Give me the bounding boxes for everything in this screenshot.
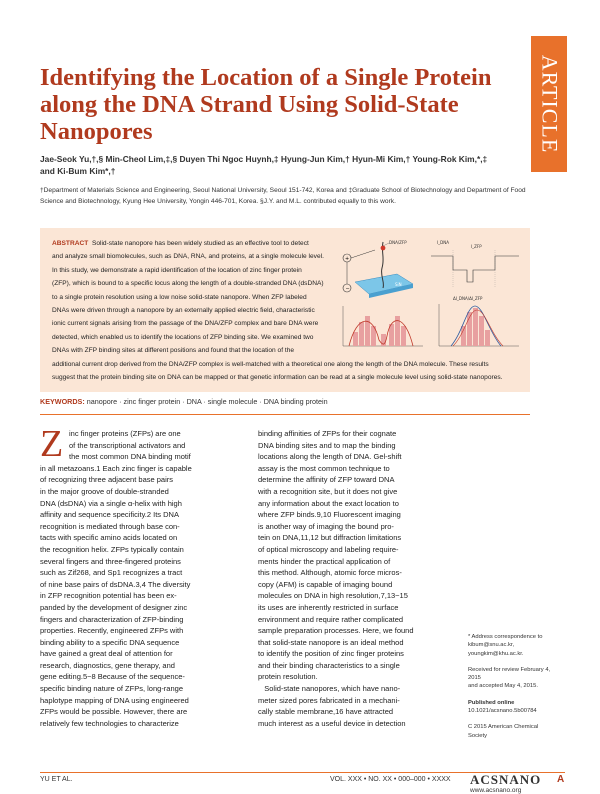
section-divider (40, 414, 530, 415)
histogram-right (439, 296, 519, 346)
body-line: copy (AFM) is capable of imaging bound (258, 579, 393, 589)
body-line: determine the affinity of ZFP toward DNA (258, 475, 395, 485)
body-line: several fingers and three-fingered proteins (40, 556, 181, 566)
published-label: Published online (468, 699, 515, 706)
body-line: assay is the most common technique to (258, 463, 390, 473)
email-link[interactable]: kibum@snu.ac.kr, (468, 642, 515, 649)
idna-label: I_DNA (437, 240, 449, 245)
body-line: meter sized pores fabricated in a mechani- (258, 695, 400, 705)
author-line-1: Jae-Seok Yu,†,§ Min-Cheol Lim,‡,§ Duyen Thi Ngoc Huynh,‡ Hyung-Jun Kim,† Hyun-Mi Kim,† Young-Rok Kim,*,‡ (40, 154, 488, 164)
copyright: C 2015 American Chemical Society (468, 724, 539, 739)
svg-text:−: − (345, 286, 350, 292)
nanopore-schematic (343, 240, 413, 298)
keywords-label: KEYWORDS: (40, 397, 85, 406)
footer-authors: YU ET AL. (40, 776, 73, 783)
body-line: of optical microscopy and labeling require- (258, 544, 399, 554)
author-line-2: and Ki-Bum Kim*,† (40, 166, 116, 176)
body-line: to identify the position of zinc finger proteins (258, 649, 404, 659)
abstract-line: DNAs with ZFP binding sites at different positions and found that the location of the (52, 347, 295, 355)
received-date: Received for review February 4, 2015 (468, 666, 551, 682)
body-line: tein on DNA,11,12 but diffraction limitations (258, 533, 402, 543)
body-line: molecules on DNA in high resolution,7,13−15 (258, 591, 408, 601)
body-line: gene editing.5−8 Because of the sequence- (40, 672, 185, 682)
body-line: specific binding nature of ZFPs, long-range (40, 684, 183, 694)
keywords-text: nanopore · zinc finger protein · DNA · single molecule · DNA binding protein (86, 397, 328, 406)
body-line: panded by the development of designer zinc (40, 602, 188, 612)
page-number: A (557, 774, 565, 785)
sin-label: SiN (395, 282, 402, 287)
dna-zfp-label: DNA/ZFP (389, 240, 407, 245)
abstract-line: (ZFP), which is bound to a specific locus along the length of a double-stranded DNA (dsDNA) (52, 280, 324, 288)
body-line: ments hinder the practical application of (258, 556, 391, 566)
doi-link[interactable]: 10.1021/acsnano.5b00784 (468, 708, 537, 715)
abstract-line: additional current drop derived from the DNA/ZFP complex is well-matched with a theoretical one along the length of the DNA molecule. These results (52, 360, 489, 368)
body-line: affinity and sequence specificity.2 Its DNA (40, 510, 179, 520)
abstract-line: suggest that the protein binding site on DNA can be mapped or that genetic information can be read at a single molecule level using solid-state nanopores. (52, 374, 503, 382)
affiliations (40, 186, 530, 207)
abstract-line: DNAs were driven through a nanopore by an externally applied electric field, characteristic (52, 307, 315, 315)
keywords (40, 397, 530, 406)
affiliation-line-2: Science and Biotechnology, Kyung Hee University, Yongin 446-701, Korea. §J.Y. and M.L. contributed equally to this work. (40, 197, 396, 205)
body-line: DNA (dsDNA) via a single α-helix with high (40, 498, 182, 508)
body-line: its uses are inherently restricted in surface (258, 602, 399, 612)
body-line: of nine base pairs of dsDNA.3,4 The diversity (40, 579, 191, 589)
body-line: where ZFP binds.9,10 Fluorescent imaging (258, 510, 401, 520)
correspondence-note: * Address correspondence to (468, 634, 543, 640)
body-line: haplotype mapping of DNA using engineered (40, 695, 189, 705)
body-line: recognition is mediated through base con- (40, 521, 180, 531)
abstract-line: to a single protein resolution using a low noise solid-state nanopore. When ZFP labeled (52, 293, 307, 301)
article-side-tab-label: ARTICLE (537, 54, 562, 154)
body-line: ZFPs would be possible. However, there are (40, 707, 188, 717)
body-line: is another way of imaging the bound pro- (258, 521, 394, 531)
body-line: relatively few technologies to characterize (40, 718, 179, 728)
izfp-label: I_ZFP (471, 244, 482, 249)
abstract-line: Solid-state nanopore has been widely studied as an effective tool to detect (91, 240, 309, 247)
body-line: protein resolution. (258, 672, 318, 682)
body-line: this method. Although, atomic force micros- (258, 568, 402, 578)
abstract-line: In this study, we demonstrate a rapid identification of the location of zinc finger protein (52, 266, 302, 274)
body-line: and their binding characteristics to a single (258, 660, 400, 670)
abstract-box (40, 228, 530, 392)
affiliation-line-1: †Department of Materials Science and Engineering, Seoul National University, Seoul 151-742, Korea and ‡Graduate School of Biotechnology and Department of Food (40, 187, 526, 194)
histogram-left (343, 306, 423, 346)
body-line: binding ability to a specific DNA sequence (40, 637, 180, 647)
body-line: of recognizing three adjacent base pairs (40, 475, 174, 485)
svg-text:+: + (345, 256, 350, 262)
journal-logo: ACSNANO (470, 772, 542, 787)
abstract-label: ABSTRACT (52, 240, 89, 247)
body-line: of the transcriptional activators and (69, 440, 186, 450)
abstract-figure (335, 236, 523, 352)
accepted-date: and accepted May 4, 2015. (468, 683, 538, 690)
ratio-label: ΔI_DNA/ΔI_ZFP (453, 296, 483, 301)
body-line: the most common DNA binding motif (69, 452, 191, 462)
journal-url[interactable]: www.acsnano.org (470, 787, 522, 794)
body-line: cally stable membrane,16 have attracted (258, 707, 394, 717)
body-line: any information about the exact location to (258, 498, 399, 508)
body-line: inc finger proteins (ZFPs) are one (69, 429, 181, 438)
body-line: sample preparation processes. Here, we found (258, 626, 414, 636)
body-line: in all metazoans.1 Each zinc finger is capable (40, 463, 192, 473)
email-link[interactable]: youngkim@khu.ac.kr. (468, 650, 524, 657)
body-line: much interest as a useful device in detection (258, 718, 406, 728)
body-line: that solid-state nanopore is an ideal method (258, 637, 404, 647)
author-list (40, 153, 530, 177)
article-side-tab (531, 36, 567, 172)
body-line: such as Zif268, and Sp1 recognizes a tract (40, 568, 183, 578)
body-line: locations along the length of DNA. Gel-shift (258, 452, 402, 462)
body-column-2 (258, 428, 458, 729)
abstract-line: detected, which enabled us to identify the locations of ZFP binding site. We examined two (52, 333, 314, 341)
abstract-line: ionic current signals arising from the passage of the DNA/ZFP complex and bare DNA were (52, 320, 319, 328)
body-line: tacts with specific amino acids located on (40, 533, 178, 543)
body-line: research, diagnostics, gene therapy, and (40, 660, 175, 670)
article-title: Identifying the Location of a Single Protein along the DNA Strand Using Solid-State Nanopores (40, 64, 492, 145)
body-column-1 (40, 428, 246, 729)
body-line: binding affinities of ZFPs for their cognate (258, 429, 397, 438)
body-line: Solid-state nanopores, which have nano- (258, 684, 401, 694)
body-line: fingers and characterization of ZFP-binding (40, 614, 184, 624)
body-line: properties. Recently, engineered ZFPs with (40, 626, 184, 636)
body-line: in the major groove of double-stranded (40, 486, 169, 496)
article-sidenote (468, 633, 558, 740)
current-trace (431, 240, 519, 288)
body-line: have gained a great deal of attention for (40, 649, 173, 659)
body-line: with a recognition site, but it does not give (258, 486, 398, 496)
body-line: the recognition helix. ZFPs typically contain (40, 544, 184, 554)
body-line: DNA binding sites and to map the binding (258, 440, 396, 450)
body-line: environment and require rather complicated (258, 614, 404, 624)
footer-volume: VOL. XXX • NO. XX • 000–000 • XXXX (330, 776, 451, 783)
body-line: in ZFP recognition potential has been ex- (40, 591, 177, 601)
dropcap: Z (40, 423, 64, 465)
abstract-line: and analyze small biomolecules, such as DNA, RNA, and proteins, at a single molecule level. (52, 253, 324, 261)
